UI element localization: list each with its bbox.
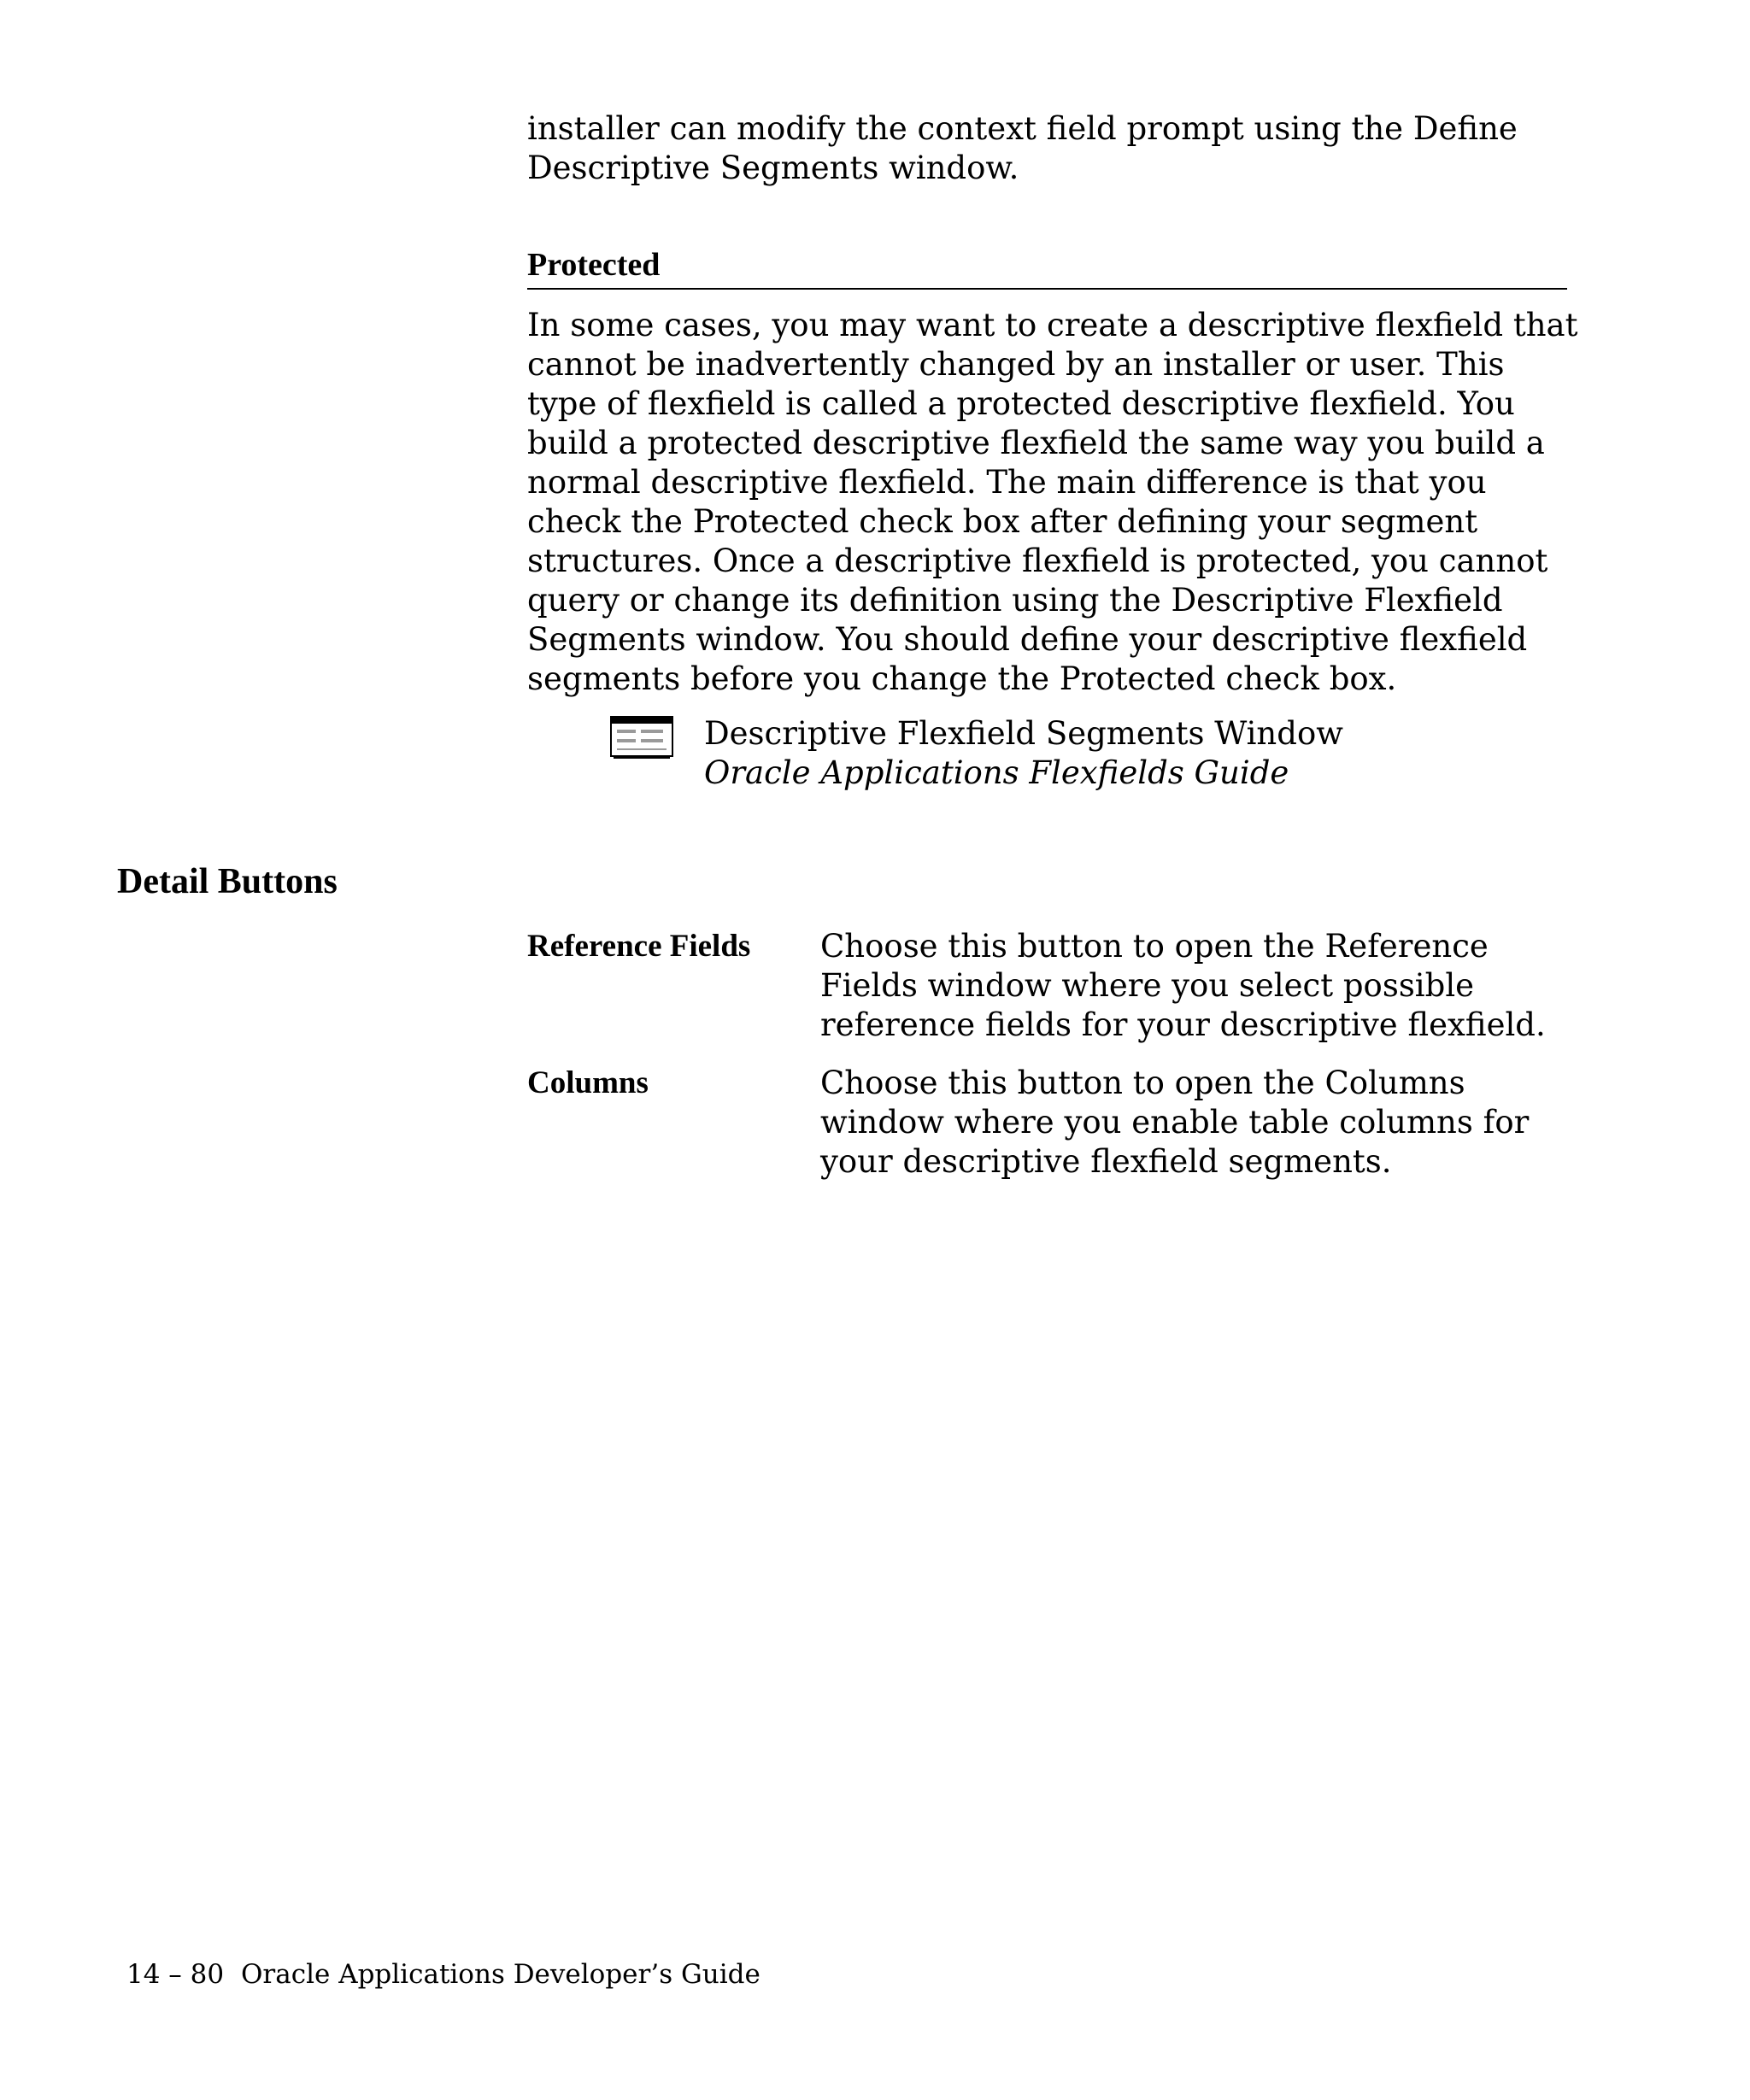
protected-paragraph: In some cases, you may want to create a descriptive flexfield that cannot be inadvertently changed by an installer or user. This type of flexfield is called a protected descriptive flexfield. You build a protected descriptive flexfield the same way you build a normal descriptive flexfield. The main difference is that you check the Protected check box after defining your segment structures. Once a descriptive flexfield is protected, you cannot query or change its definition using the Descriptive Flexfield Segments window. You should define your descriptive flexfield segments before you change the Protected check box. bbox=[527, 307, 1578, 697]
cross-reference-book: Oracle Applications Flexfields Guide bbox=[704, 754, 1289, 791]
window-icon bbox=[610, 716, 673, 760]
detail-buttons-heading: Detail Buttons bbox=[117, 862, 338, 901]
book-title: Oracle Applications Developer’s Guide bbox=[241, 1959, 760, 1990]
page-footer bbox=[126, 1957, 760, 1991]
page-number: 14 – 80 bbox=[126, 1959, 225, 1990]
protected-heading: Protected bbox=[527, 243, 1567, 290]
definition-description: Choose this button to open the Columns window where you enable table columns for your descriptive flexfield segments. bbox=[820, 1065, 1530, 1180]
definition-term: Columns bbox=[527, 1065, 649, 1100]
definition-term: Reference Fields bbox=[527, 929, 751, 964]
definition-description: Choose this button to open the Reference Fields window where you select possible reference fields for your descriptive flexfield. bbox=[820, 928, 1546, 1043]
cross-reference-title: Descriptive Flexfield Segments Window bbox=[704, 715, 1343, 752]
intro-paragraph: installer can modify the context field prompt using the Define Descriptive Segments window. bbox=[527, 110, 1518, 186]
